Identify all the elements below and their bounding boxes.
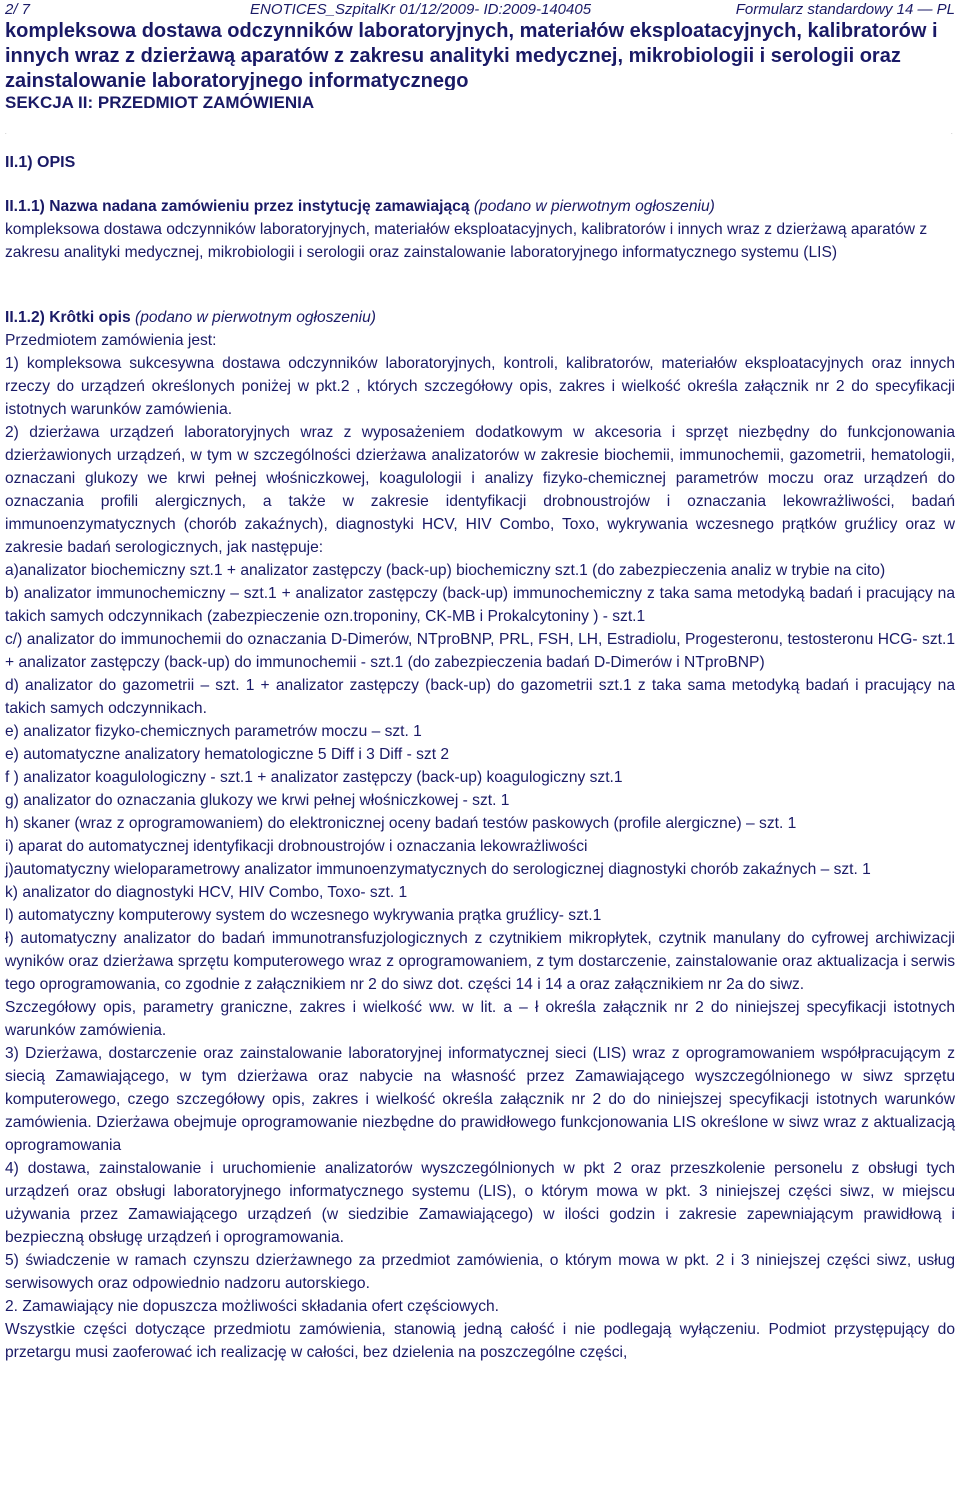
desc-note: (podano w pierwotnym ogłoszeniu) (135, 309, 376, 326)
paragraph: 4) dostawa, zainstalowanie i uruchomienie analizatorów wyszczególnionych w pkt 2 oraz przeszkolenie personelu z obsługi tych urządzeń oraz obsługi laboratoryjnego informatycznego systemu (LIS), o którym mowa w pkt. 3 niniejszej części siwz, w miejscu używania przez Zamawiającego urządzeń (w siedzibie Zamawiającego) w ilości godzin i zakresie zapewniającym prawidłową i bezpieczną obsługę urządzeń i oprogramowania. (5, 1160, 955, 1246)
name-label: II.1.1) Nazwa nadana zamówieniu przez instytucję zamawiającą (5, 198, 470, 215)
paragraph: i) aparat do automatycznej identyfikacji drobnoustrojów i oznaczania lekowrażliwości (5, 838, 588, 855)
name-text: kompleksowa dostawa odczynników laboratoryjnych, materiałów eksploatacyjnych, kalibratorów i innych wraz z dzierżawą aparatów z zakresu analityki medycznej, mikrobiologii i serologii oraz zainstalowanie laboratoryjnego informatycznego systemu (LIS) (5, 221, 928, 261)
header-bar (0, 0, 960, 20)
document-title: kompleksowa dostawa odczynników laboratoryjnych, materiałów eksploatacyjnych, kalibratorów i innych wraz z dzierżawą aparatów z zakresu analityki medycznej, mikrobiologii i serologii oraz zainstalowanie laboratoryjnego informatycznego (5, 20, 938, 90)
name-block (5, 195, 955, 264)
paragraph: d) analizator do gazometrii – szt. 1 + analizator zastępczy (back-up) do gazometrii szt.1 z taka sama metodyką badań i pracujący na takich samych odczynnikach. (5, 677, 955, 717)
paragraph: 1) kompleksowa sukcesywna dostawa odczynników laboratoryjnych, kontroli, kalibratorów, materiałów eksploatacyjnych oraz innych rzeczy do urządzeń określonych poniżej w pkt.2 , których szczegółowy opis, zakres i wielkość określa załącznik nr 2 do specyfikacji istotnych warunków zamówienia. (5, 355, 955, 418)
paragraph: a)analizator biochemiczny szt.1 + analizator zastępczy (back-up) biochemiczny szt.1 (do zabezpieczenia analiz w trybie na cito) (5, 562, 886, 579)
paragraph: 2. Zamawiający nie dopuszcza możliwości składania ofert częściowych. (5, 1298, 500, 1315)
paragraph: 5) świadczenie w ramach czynszu dzierżawnego za przedmiot zamówienia, o którym mowa w pkt. 2 i 3 niniejszej części siwz, usług serwisowych oraz odpowiednio nadzoru autorskiego. (5, 1252, 955, 1292)
paragraph: ł) automatyczny analizator do badań immunotransfuzjologicznych z czytnikiem mikropłytek, czytnik manulany do cyfrowej archiwizacji wyników oraz dzierżawa sprzętu komputerowego wraz z oprogramowaniem, z tym dostarczenie, zainstalowanie oraz aktualizacja i serwis tego oprogramowania, co zgodnie z załącznikiem nr 2 do siwz dot. części 14 i 14 a oraz załącznikiem nr 2a do siwz. (5, 930, 955, 993)
name-note: (podano w pierwotnym ogłoszeniu) (473, 198, 715, 215)
paragraph: 3) Dzierżawa, dostarczenie oraz zainstalowanie laboratoryjnej informatycznej sieci (LIS) wraz z oprogramowaniem współpracującym z siecią Zamawiającego, w tym dzierżawa oraz nabycie na własność przez Zamawiającego wyszczególnionego w siwz sprzętu komputerowego, czego szczegółowy opis, zakres i wielkość określa załącznik nr 2 do do niniejszej specyfikacji istotnych warunków zamówienia. Dzierżawa obejmuje oprogramowanie niezbędne do prawidłowego funkcjonowania LIS określone w siwz wraz z aktualizacją oprogramowania (5, 1045, 955, 1154)
paragraph: b) analizator immunochemiczny – szt.1 + analizator zastępczy (back-up) immunochemiczny z taka sama metodyką badań i pracujący na takich samych odczynnikach (zabezpieczenie ozn.troponiny, CK-MB i Prokalcytoniny ) - szt.1 (5, 585, 955, 625)
paragraph: f ) analizator koagulologiczny - szt.1 + analizator zastępczy (back-up) koagulogiczny szt.1 (5, 769, 623, 786)
desc-label: II.1.2) Krôtki opis (5, 309, 131, 326)
paragraph: c/) analizator do immunochemii do oznaczania D-Dimerów, NTproBNP, PRL, FSH, LH, Estradiolu, Progesteronu, testosteronu HCG- szt.1 + analizator zastępczy (back-up) do immunochemii - szt.1 (do zabezpieczenia badań D-Dimerów i NTproBNP) (5, 631, 955, 671)
paragraph: Przedmiotem zamówienia jest: (5, 332, 217, 349)
paragraph: 2) dzierżawa urządzeń laboratoryjnych wraz z wyposażeniem dodatkowym w akcesoria i sprzęt niezbędny do funkcjonowania dzierżawionych urządzeń, w tym w szczególności dzierżawa analizatorów w zakresie biochemii, immunochemii, gazometrii, hematologii, oznaczani glukozy we krwi pełnej włośniczkowej, koagulologii i analizy fizyko-chemicznej parametrów moczu oraz urządzeń do oznaczania profili alergicznych, a także w zakresie identyfikacji drobnoustrojów i oznaczania lekowrażliwości, badań immunoenzymatycznych (chorób zakaźnych), diagnostyki HCV, HIV Combo, Toxo, wykrywania wczesnego prątków gruźlicy oraz w zakresie badań serologicznych, jak następuje: (5, 424, 955, 556)
paragraph: l) automatyczny komputerowy system do wczesnego wykrywania prątka gruźlicy- szt.1 (5, 907, 602, 924)
paragraph: k) analizator do diagnostyki HCV, HIV Combo, Toxo- szt. 1 (5, 884, 408, 901)
subsection-title: II.1) OPIS (5, 154, 76, 171)
paragraph: h) skaner (wraz z oprogramowaniem) do elektronicznej oceny badań testów paskowych (profile alergiczne) – szt. 1 (5, 815, 797, 832)
paragraph: g) analizator do oznaczania glukozy we krwi pełnej włośniczkowej - szt. 1 (5, 792, 510, 809)
paragraph: e) automatyczne analizatory hematologiczne 5 Diff i 3 Diff - szt 2 (5, 746, 450, 763)
form-name: Formularz standardowy 14 — PL (735, 1, 955, 18)
notice-id: ENOTICES_SzpitalKr 01/12/2009- ID:2009-140405 (250, 1, 592, 18)
section-title: SEKCJA II: PRZEDMIOT ZAMÓWIENIA (5, 93, 322, 113)
paragraph: Wszystkie części dotyczące przedmiotu zamówienia, stanowią jedną całość i nie podlegają wyłączeniu. Podmiot przystępujący do przetargu musi zaoferować ich realizację w całości, bez dzielenia na poszczególne części, (5, 1321, 955, 1361)
description-paragraphs (5, 329, 955, 1364)
paragraph: Szczegółowy opis, parametry graniczne, zakres i wielkość ww. w lit. a – ł określa załącznik nr 2 do niniejszej specyfikacji istotnych warunków zamówienia. (5, 999, 955, 1039)
divider-dot-left: . (5, 130, 7, 136)
page-number: 2/ 7 (5, 1, 31, 18)
paragraph: e) analizator fizyko-chemicznych parametrów moczu – szt. 1 (5, 723, 422, 740)
divider-dot-right: . (951, 130, 953, 136)
description-block (5, 306, 955, 1364)
paragraph: j)automatyczny wieloparametrowy analizator immunoenzymatycznych do serologicznej diagnostyki chorób zakaźnych – szt. 1 (5, 861, 871, 878)
